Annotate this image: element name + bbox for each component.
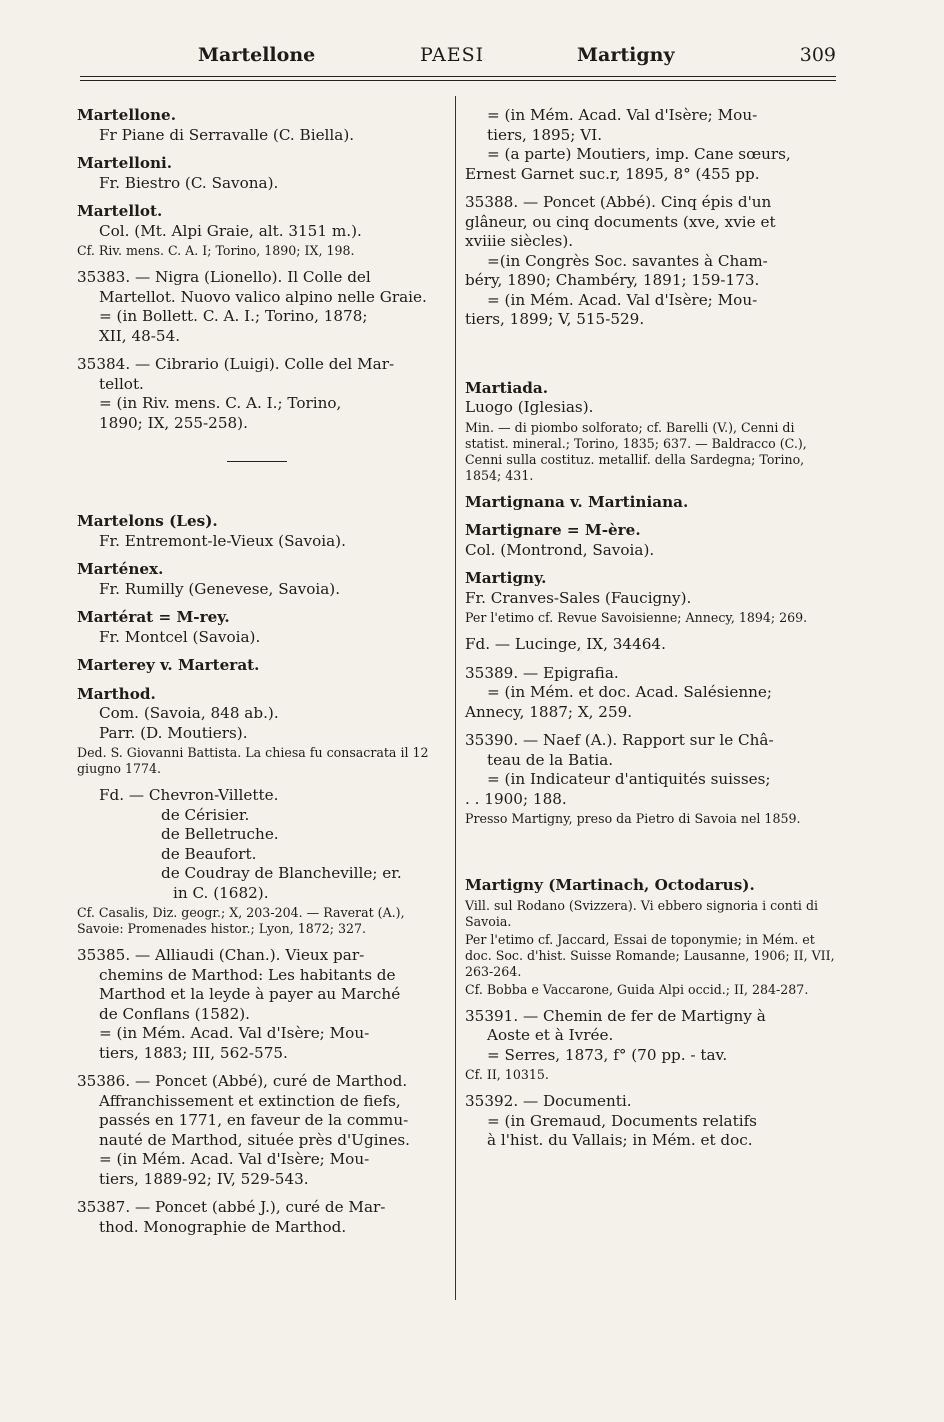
feudo-line: Fd. — Chevron-Villette. [99, 786, 279, 804]
bib-number-line: 35388. — Poncet (Abbé). Cinq épis d'un [465, 193, 772, 211]
entry-line: tellot. [99, 374, 144, 393]
bib-35383 [77, 268, 447, 346]
feudo-line: in C. (1682). [173, 883, 269, 902]
note: Cf. Bobba e Vaccarone, Guida Alpi occid.; II, 284-287. [465, 981, 809, 997]
header-rule-top [80, 76, 836, 77]
entry-line: = Serres, 1873, f° (70 pp. - tav. [487, 1045, 728, 1064]
feudi-martigny [465, 635, 836, 655]
entry-line: tiers, 1889-92; IV, 529-543. [99, 1169, 309, 1188]
entry-marterat [77, 608, 447, 647]
entry-line: passés en 1771, en faveur de la commu- [99, 1111, 409, 1129]
bib-35391 [465, 1007, 836, 1084]
entry-line: de Conflans (1582). [99, 1004, 250, 1023]
entry-line: . . 1900; 188. [465, 789, 567, 808]
entry-line: Affranchissement et extinction de fiefs, [99, 1091, 401, 1110]
entry-martigny-fr [465, 569, 836, 626]
column-divider [455, 96, 456, 1300]
left-column [77, 106, 447, 1246]
entry-line: à l'hist. du Vallais; in Mém. et doc. [487, 1131, 753, 1149]
bib-35390 [465, 731, 836, 827]
note: Cf. II, 10315. [465, 1067, 549, 1082]
bib-35387 [77, 1198, 447, 1237]
entry-line: = (a parte) Moutiers, imp. Cane sœurs, [487, 145, 791, 163]
entry-line: glâneur, ou cinq documents (xve, xvie et [465, 212, 776, 231]
entry-line: Parr. (D. Moutiers). [99, 723, 248, 742]
note: Per l'etimo cf. Jaccard, Essai de toponymie; in Mém. et doc. Soc. d'hist. Suisse Romande; Lausanne, 1906; II, VII, 263-264. [465, 931, 835, 979]
bib-35389 [465, 664, 836, 723]
entry-line: teau de la Batia. [487, 750, 614, 769]
entry-line: = (in Bollett. C. A. I.; Torino, 1878; [99, 307, 368, 325]
entry-martignare [465, 521, 836, 560]
entry-line: = (in Mém. Acad. Val d'Isère; Mou- [99, 1150, 370, 1168]
entry-line: Ernest Garnet suc.r, 1895, 8° (455 pp. [465, 164, 760, 183]
headword: Martignare = M-ère. [465, 521, 641, 539]
entry-martigny-ch [465, 876, 836, 998]
bib-number-line: 35389. — Epigrafia. [465, 663, 619, 682]
feudo-line: de Coudray de Blancheville; er. [161, 864, 402, 882]
entry-martelloni [77, 154, 447, 193]
section-rule [227, 461, 287, 462]
feudo-line: de Cérisier. [161, 805, 250, 824]
entry-martelons [77, 512, 447, 551]
feudo-line: de Belletruche. [161, 825, 279, 843]
entry-line: Com. (Savoia, 848 ab.). [99, 704, 279, 722]
entry-line: nauté de Marthod, située près d'Ugines. [99, 1130, 410, 1149]
headword: Martellone. [77, 106, 176, 124]
entry-line: = (in Indicateur d'antiquités suisses; [487, 770, 771, 788]
right-column [465, 106, 836, 1160]
entry-line: béry, 1890; Chambéry, 1891; 159-173. [465, 271, 760, 289]
entry-martignana [465, 493, 836, 513]
headword: Martignana v. Martiniana. [465, 492, 689, 511]
continued-entry [465, 106, 836, 184]
note: Per l'etimo cf. Revue Savoisienne; Annecy, 1894; 269. [465, 610, 808, 625]
entry-line: tiers, 1895; VI. [487, 125, 603, 144]
headword: Marterey v. Marterat. [77, 656, 260, 674]
note: Ded. S. Giovanni Battista. La chiesa fu consacrata il 12 giugno 1774. [77, 745, 429, 776]
bib-number-line: 35385. — Alliaudi (Chan.). Vieux par- [77, 946, 365, 964]
entry-line: Fr. Montcel (Savoia). [99, 627, 261, 646]
bib-35385 [77, 946, 447, 1063]
headword: Martérat = M-rey. [77, 608, 230, 626]
entry-line: Luogo (Iglesias). [465, 398, 594, 416]
bib-35388 [465, 193, 836, 330]
entry-line: tiers, 1899; V, 515-529. [465, 310, 645, 328]
entry-line: Aoste et à Ivrée. [487, 1026, 614, 1044]
entry-line: thod. Monographie de Marthod. [99, 1217, 347, 1236]
header-section: PAESI [420, 44, 485, 66]
entry-line: = (in Gremaud, Documents relatifs [487, 1111, 757, 1130]
headword: Martiada. [465, 378, 549, 397]
entry-line: XII, 48-54. [99, 326, 181, 345]
feudo-line: Fd. — Lucinge, IX, 34464. [465, 635, 666, 653]
entry-line: Martellot. Nuovo valico alpino nelle Graie. [99, 287, 427, 306]
headword: Marthod. [77, 684, 156, 703]
entry-line: = (in Mém. Acad. Val d'Isère; Mou- [487, 290, 758, 309]
entry-line: tiers, 1883; III, 562-575. [99, 1043, 288, 1062]
entry-line: chemins de Marthod: Les habitants de [99, 965, 396, 984]
headword: Marténex. [77, 560, 164, 578]
entry-line: Fr. Biestro (C. Savona). [99, 173, 279, 192]
header-rule-bottom [80, 80, 836, 81]
bib-number-line: 35384. — Cibrario (Luigi). Colle del Mar- [77, 355, 395, 373]
entry-line: =(in Congrès Soc. savantes à Cham- [487, 251, 768, 270]
note: Vill. sul Rodano (Svizzera). Vi ebbero signoria i conti di Savoia. [465, 897, 819, 929]
headword: Martelons (Les). [77, 512, 218, 530]
entry-line: xviiie siècles). [465, 232, 574, 250]
bib-35384 [77, 355, 447, 433]
bib-number-line: 35383. — Nigra (Lionello). Il Colle del [77, 268, 371, 286]
header-left-word: Martellone [198, 44, 316, 66]
bib-number-line: 35386. — Poncet (Abbé), curé de Marthod. [77, 1072, 408, 1090]
bib-35392 [465, 1092, 836, 1151]
entry-line: = (in Mém. et doc. Acad. Salésienne; [487, 683, 773, 701]
bib-35386 [77, 1072, 447, 1189]
entry-line: Col. (Montrond, Savoia). [465, 540, 655, 559]
note: Presso Martigny, preso da Pietro di Savoia nel 1859. [465, 811, 801, 826]
entry-marterey [77, 656, 447, 676]
header-right-word: Martigny [577, 44, 675, 66]
entry-line: 1890; IX, 255-258). [99, 413, 248, 432]
entry-line: = (in Mém. Acad. Val d'Isère; Mou- [99, 1024, 370, 1042]
entry-martellot [77, 202, 447, 259]
entry-martellone [77, 106, 447, 145]
headword: Martellot. [77, 202, 163, 220]
entry-line: Col. (Mt. Alpi Graie, alt. 3151 m.). [99, 221, 362, 240]
headword: Martelloni. [77, 154, 173, 172]
entry-line: Annecy, 1887; X, 259. [465, 702, 633, 721]
bib-number-line: 35390. — Naef (A.). Rapport sur le Châ- [465, 731, 774, 749]
entry-line: Fr Piane di Serravalle (C. Biella). [99, 125, 355, 144]
headword: Martigny (Martinach, Octodarus). [465, 876, 755, 894]
entry-line: Fr. Rumilly (Genevese, Savoia). [99, 579, 341, 598]
feudi-marthod [77, 786, 447, 937]
entry-line: = (in Mém. Acad. Val d'Isère; Mou- [487, 106, 758, 124]
entry-line: Fr. Entremont-le-Vieux (Savoia). [99, 531, 346, 550]
bib-number-line: 35391. — Chemin de fer de Martigny à [465, 1006, 766, 1025]
entry-line: Fr. Cranves-Sales (Faucigny). [465, 588, 692, 607]
entry-line: Marthod et la leyde à payer au Marché [99, 985, 401, 1003]
note: Cf. Riv. mens. C. A. I; Torino, 1890; IX, 198. [77, 243, 355, 258]
headword: Martigny. [465, 569, 547, 587]
entry-line: = (in Riv. mens. C. A. I.; Torino, [99, 394, 342, 412]
note: Cf. Casalis, Diz. geogr.; X, 203-204. — Raverat (A.), Savoie: Promenades histor.; Lyon, 1872; 327. [77, 905, 405, 936]
running-head [80, 44, 836, 74]
bib-number-line: 35387. — Poncet (abbé J.), curé de Mar- [77, 1198, 386, 1216]
note: Min. — di piombo solforato; cf. Barelli (V.), Cenni di statist. mineral.; Torino, 1835; 637. — Baldracco (C.), Cenni sulla costituz. metallif. della Sardegna; Torino, 1854; 431. [465, 419, 807, 483]
bib-number-line: 35392. — Documenti. [465, 1092, 632, 1110]
entry-martenex [77, 560, 447, 599]
entry-martiada [465, 379, 836, 484]
page-number: 309 [799, 44, 836, 66]
entry-marthod [77, 685, 447, 778]
feudo-line: de Beaufort. [161, 844, 257, 863]
